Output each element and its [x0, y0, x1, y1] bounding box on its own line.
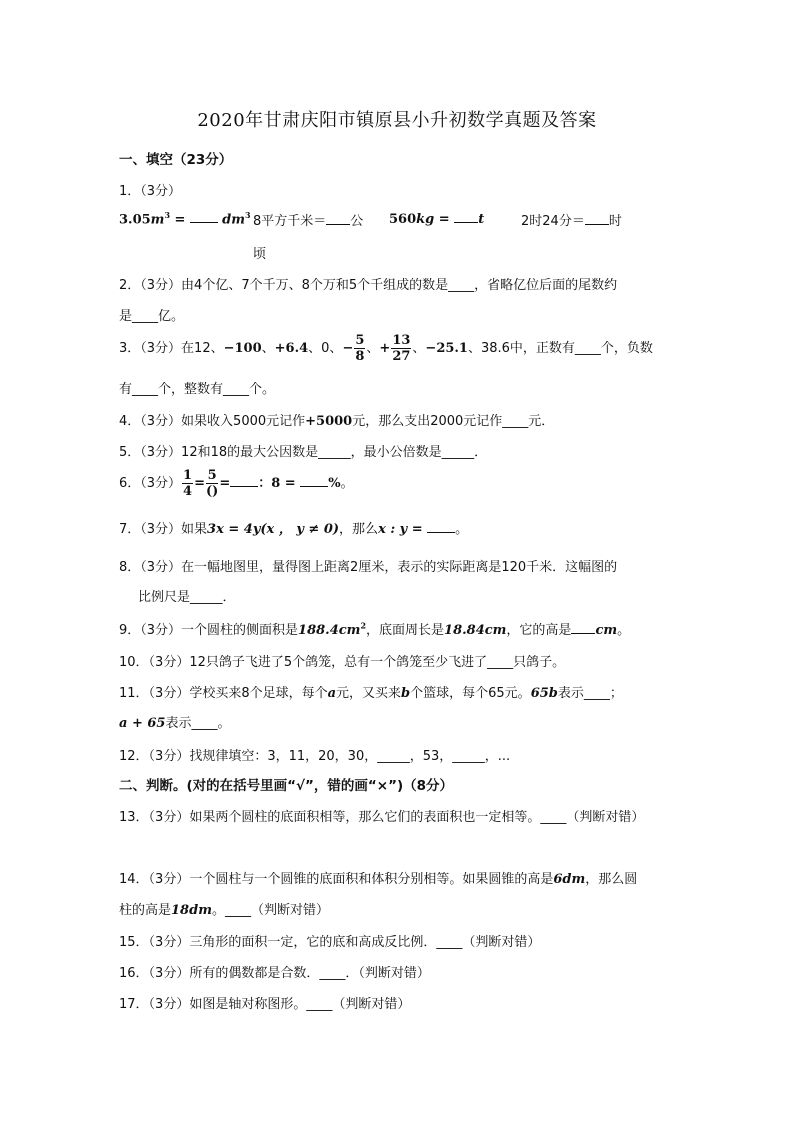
question-3-line-1: 3．（3分）在12、−100、+6.4、0、− $\frac{5}{8}$ 、+ $\frac{13}{27}$ 、−25.1、38.6中，正数有____个，负数 [119, 333, 653, 364]
answer-blank[interactable] [230, 474, 258, 487]
question-16: 16．（3分）所有的偶数都是合数．____．（判断对错） [119, 966, 430, 981]
question-9: 9．（3分）一个圆柱的侧面积是$188.4cm^2$，底面周长是18.84cm，它的高是 cm。 [119, 620, 631, 638]
question-17: 17．（3分）如图是轴对称图形。____（判断对错） [119, 997, 411, 1012]
fraction-five-eighths: $\frac{5}{8}$ [355, 333, 365, 364]
section-heading-fill-blank: 一、填空（23分） [119, 152, 233, 168]
question-7: 7．（3分）如果3x = 4y(x ， y ≠ 0)，那么x : y = 。 [119, 522, 469, 537]
question-14-line-1: 14．（3分）一个圆柱与一个圆锥的底面积和体积分别相等。如果圆锥的高是6dm，那么圆 [119, 872, 638, 887]
q1-part-d: 2时24分＝ 时 [521, 214, 622, 229]
answer-blank[interactable] [585, 212, 609, 225]
answer-blank[interactable] [454, 210, 478, 223]
question-4: 4．（3分）如果收入5000元记作+5000元，那么支出2000元记作____元． [119, 414, 555, 429]
question-2-line-2: 是____亿。 [119, 309, 185, 324]
page-title: 2020年甘肃庆阳市镇原县小升初数学真题及答案 [197, 110, 597, 131]
question-2-line-1: 2．（3分）由4个亿、7个千万、8个万和5个千组成的数是____，省略亿位后面的尾数约 [119, 278, 618, 293]
answer-blank[interactable] [571, 621, 595, 634]
question-11-line-1: 11．（3分）学校买来8个足球，每个a元，又买来b个篮球，每个65元。65b表示____； [119, 686, 623, 701]
answer-blank[interactable] [300, 474, 328, 487]
question-5: 5．（3分）12和18的最大公因数是_____，最小公倍数是_____． [119, 445, 488, 460]
question-1-label: 1．（3分） [119, 184, 182, 199]
question-3-line-2: 有____个，整数有____个。 [119, 382, 276, 397]
question-10: 10．（3分）12只鸽子飞进了5个鸽笼，总有一个鸽笼至少飞进了____只鸽子。 [119, 655, 566, 670]
section-heading-true-false: 二、判断。(对的在括号里画“√”，错的画“×”)（8分） [119, 778, 454, 794]
q1-part-b: 8平方千米＝ 公 [253, 214, 364, 229]
question-8-line-2: 比例尺是_____． [138, 590, 236, 605]
question-15: 15．（3分）三角形的面积一定，它的底和高成反比例．____（判断对错） [119, 935, 541, 950]
question-14-line-2: 柱的高是18dm。____（判断对错） [119, 903, 329, 918]
question-12: 12．（3分）找规律填空：3，11，20，30，_____，53，_____，... [119, 749, 511, 764]
q1-part-c: 560kg = t [389, 212, 485, 227]
fraction-thirteen-27ths: $\frac{13}{27}$ [392, 333, 411, 364]
question-11-line-2: a + 65表示____。 [119, 716, 231, 731]
question-13: 13．（3分）如果两个圆柱的底面积相等，那么它们的表面积也一定相等。____（判断对错） [119, 810, 645, 825]
answer-blank[interactable] [427, 520, 455, 533]
answer-blank[interactable] [190, 210, 218, 223]
answer-blank[interactable] [326, 212, 350, 225]
question-8-line-1: 8．（3分）在一幅地图里，量得图上距离2厘米，表示的实际距离是120千米．这幅图的 [119, 560, 618, 575]
question-6: 6．（3分） $\frac{1}{4}$ = $\frac{5}{()}$ = ：8 = %。 [119, 468, 354, 499]
fraction-five-over-blank: $\frac{5}{()}$ [206, 468, 219, 499]
q1-part-a: $3.05m^3 = dm^3$ [119, 210, 251, 228]
fraction-one-quarter: $\frac{1}{4}$ [183, 468, 193, 499]
q1-part-b-wrap: 顷 [253, 247, 267, 262]
